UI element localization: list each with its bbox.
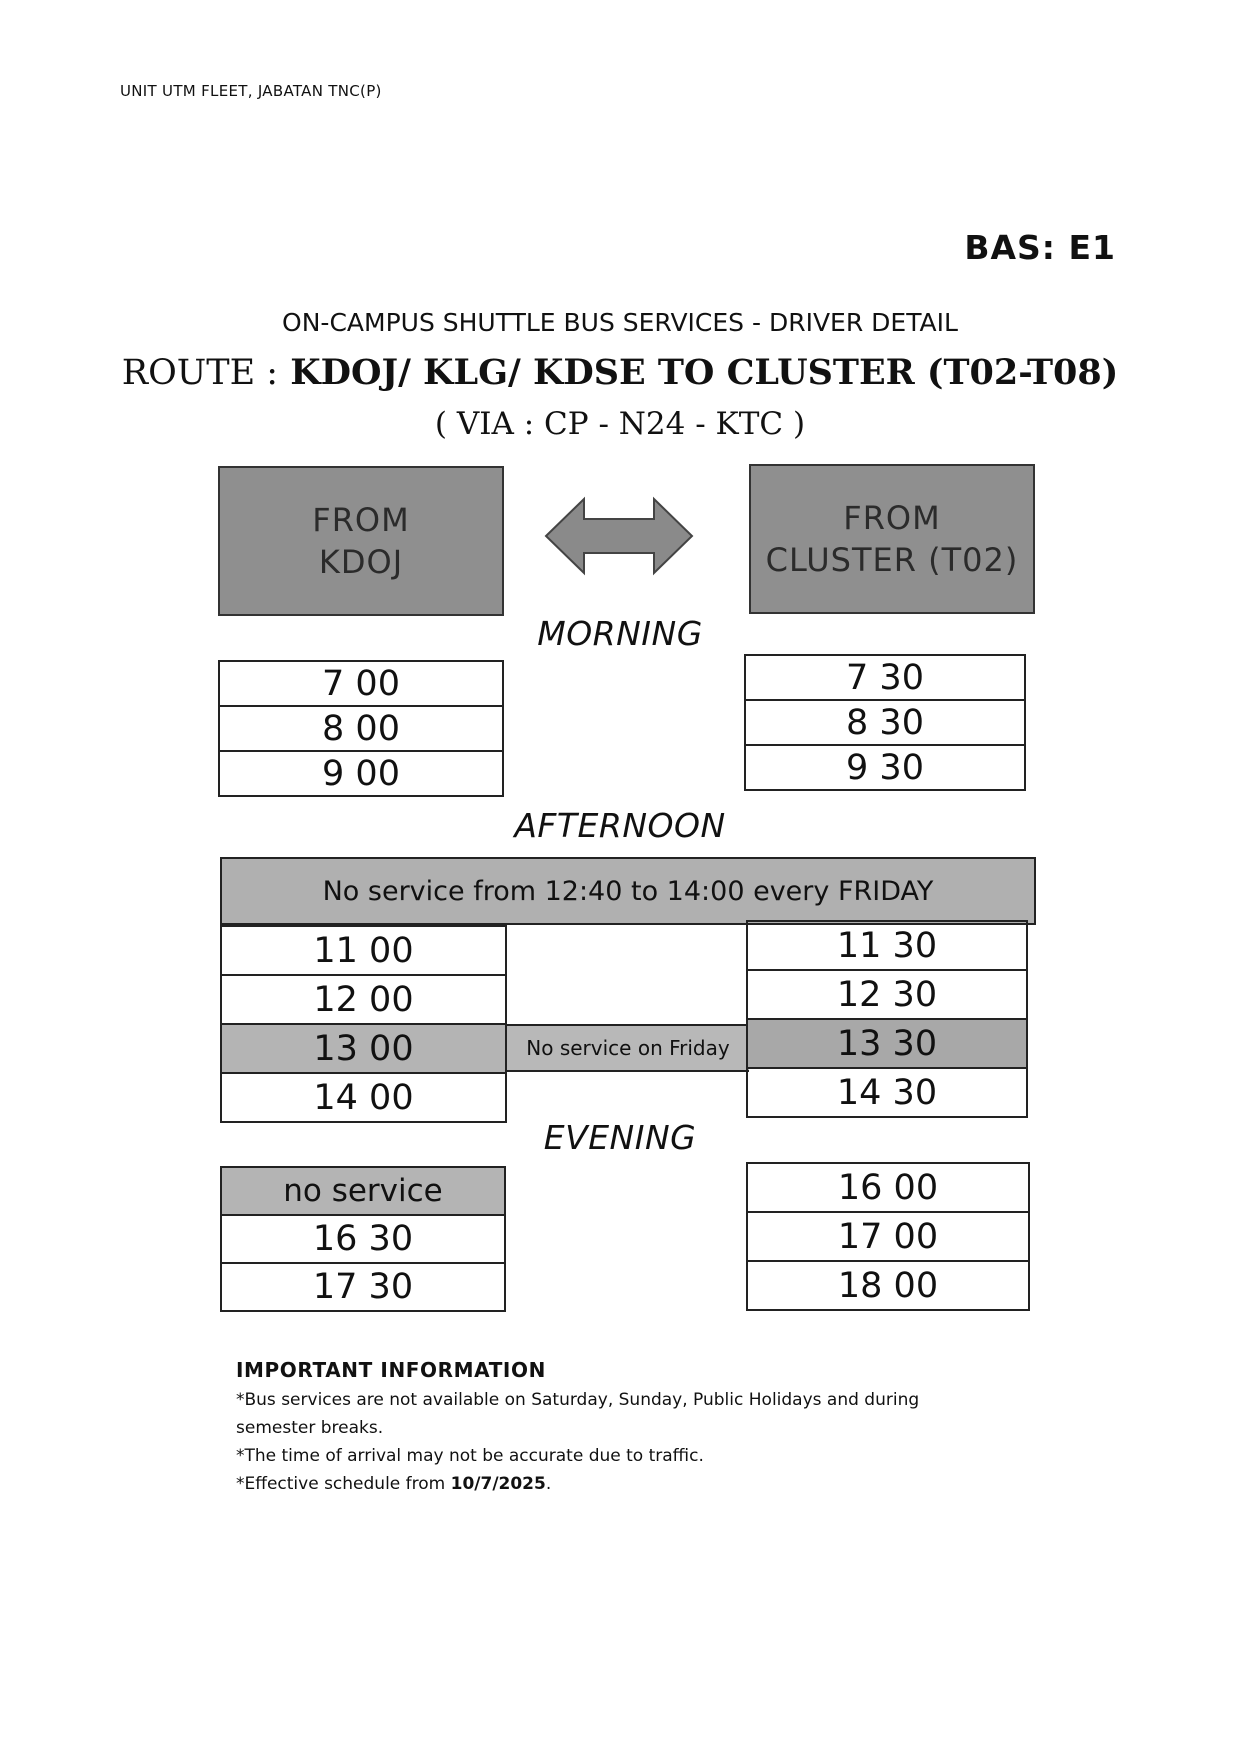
info-line: *Bus services are not available on Saturday, Sunday, Public Holidays and during xyxy=(236,1390,920,1410)
table-cell: 17 00 xyxy=(747,1212,1029,1261)
info-effective-suffix: . xyxy=(545,1474,552,1494)
info-line-effective xyxy=(236,1470,919,1498)
table-cell: 9 30 xyxy=(745,745,1025,790)
table-cell: 9 00 xyxy=(219,751,503,796)
info-line: *The time of arrival may not be accurate due to traffic. xyxy=(236,1446,704,1466)
effective-date: 10/7/2025 xyxy=(450,1474,546,1494)
friday-service-banner: No service from 12:40 to 14:00 every FRIDAY xyxy=(220,857,1036,925)
info-line: semester breaks. xyxy=(236,1418,384,1438)
from-kdoj-line1: FROM xyxy=(312,501,410,539)
route-via: ( VIA : CP - N24 - KTC ) xyxy=(434,406,806,442)
from-cluster-line2: CLUSTER (T02) xyxy=(765,541,1019,579)
table-cell: 7 30 xyxy=(745,655,1025,700)
info-effective-prefix: *Effective schedule from xyxy=(236,1474,451,1494)
morning-cluster-table xyxy=(744,654,1026,791)
page-subtitle: ON-CAMPUS SHUTTLE BUS SERVICES - DRIVER DETAIL xyxy=(282,308,958,337)
table-cell: 12 30 xyxy=(747,970,1027,1019)
evening-cluster-table xyxy=(746,1162,1030,1311)
table-cell: 16 30 xyxy=(221,1215,505,1263)
table-cell: 13 30 xyxy=(747,1019,1027,1068)
afternoon-kdoj-table xyxy=(220,925,507,1123)
friday-no-service-note: No service on Friday xyxy=(507,1024,749,1072)
from-kdoj-line2: KDOJ xyxy=(318,543,404,581)
table-cell: 14 30 xyxy=(747,1068,1027,1117)
section-afternoon: AFTERNOON xyxy=(514,806,726,845)
table-cell: 11 30 xyxy=(747,921,1027,970)
table-cell: 17 30 xyxy=(221,1263,505,1311)
morning-kdoj-table xyxy=(218,660,504,797)
table-cell: 18 00 xyxy=(747,1261,1029,1310)
table-cell: no service xyxy=(221,1167,505,1215)
table-cell: 16 00 xyxy=(747,1163,1029,1212)
from-cluster-line1: FROM xyxy=(843,499,941,537)
from-kdoj-header xyxy=(218,466,504,616)
table-cell: 14 00 xyxy=(221,1073,506,1122)
info-heading: IMPORTANT INFORMATION xyxy=(236,1358,546,1382)
from-cluster-header xyxy=(749,464,1035,614)
route-label: ROUTE : xyxy=(121,353,279,393)
table-cell: 11 00 xyxy=(221,926,506,975)
bus-code: BAS: E1 xyxy=(964,228,1116,267)
table-cell: 13 00 xyxy=(221,1024,506,1073)
afternoon-cluster-table xyxy=(746,920,1028,1118)
section-evening: EVENING xyxy=(543,1118,697,1157)
table-cell: 8 00 xyxy=(219,706,503,751)
double-arrow-icon xyxy=(544,495,694,577)
important-information xyxy=(236,1356,919,1498)
table-cell: 12 00 xyxy=(221,975,506,1024)
table-cell: 8 30 xyxy=(745,700,1025,745)
route-title xyxy=(0,352,1240,393)
route-value: KDOJ/ KLG/ KDSE TO CLUSTER (T02-T08) xyxy=(290,352,1119,393)
evening-kdoj-table xyxy=(220,1166,506,1312)
table-cell: 7 00 xyxy=(219,661,503,706)
section-morning: MORNING xyxy=(537,614,703,653)
organization-label: UNIT UTM FLEET, JABATAN TNC(P) xyxy=(120,82,382,100)
